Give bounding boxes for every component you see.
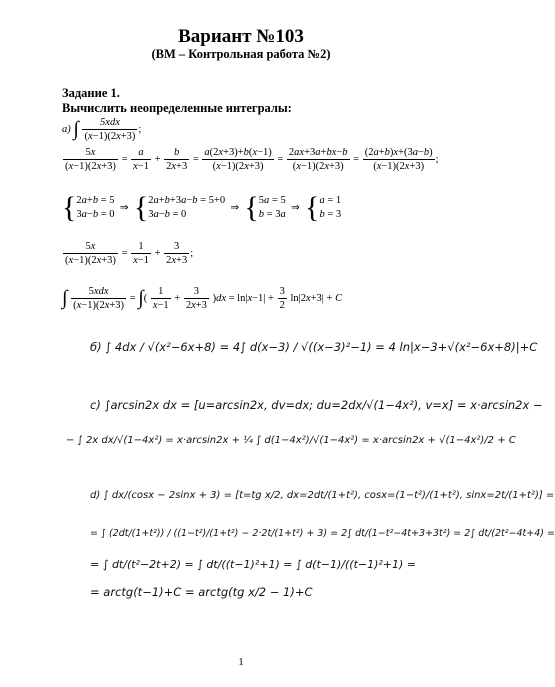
handwritten-d-line3: = ∫ dt/(t²−2t+2) = ∫ dt/((t−1)²+1) = ∫ d(t−1)/((t−1)²+1) = (90, 558, 417, 571)
task-heading: Задание 1. (62, 86, 120, 100)
page-title: Вариант №103 (178, 26, 304, 47)
system-of-equations: { 2a+b = 5 3a−b = 0 ⇒ { 2a+b+3a−b = 5+0 3a−b = 0 ⇒ { 5a = 5 b = 3a ⇒ { a = 1 b = 3 (62, 191, 342, 224)
integral-a-answer: ∫ $\frac{\text{5xdx}}{(x-1)(2x+3)}$ = ∫( $\frac{1}{x-1}$ + $\frac{3}{2x+3}$ )dx = ln|x−1| + $\frac{3}{2}$ ln|2x+3| + C (62, 286, 343, 311)
handwritten-c-line2: − ∫ 2x dx/√(1−4x²) = x·arcsin2x + ¼ ∫ d(1−4x²)/√(1−4x²) = x·arcsin2x + √(1−4x²)/2 + C (66, 435, 516, 446)
handwritten-b: б) ∫ 4dx / √(x²−6x+8) = 4∫ d(x−3) / √((x−3)²−1) = 4 ln|x−3+√(x²−6x+8)|+C (90, 340, 538, 354)
partial-fractions-line: $\frac{5x}{(x-1)(2x+3)}$ = $\frac{a}{x-1}$ + $\frac{b}{2x+3}$ = $\frac{a(2x+3)+b(x-1)}{(x-1)(2x+3)}$ = $\frac{2ax+3a+bx-b}{(x-1)(2x+3)}$ = $\frac{(2a+b)x+(3a-b)}{(x-1)(2x+3)}$ ; (65, 147, 439, 172)
integral-a-statement: а) ∫ $\frac{\text{5xdx}}{(x-1)(2x+3)}$ ; (62, 117, 142, 142)
task-instruction: Вычислить неопределенные интегралы: (62, 101, 292, 115)
handwritten-c-line1: с) ∫arcsin2x dx = [u=arcsin2x, dv=dx; du=2dx/√(1−4x²), v=x] = x·arcsin2x − (90, 398, 543, 412)
page-subtitle: (ВМ – Контрольная работа №2) (151, 47, 331, 61)
handwritten-d-line1: d) ∫ dx/(cosx − 2sinx + 3) = [t=tg x/2, dx=2dt/(1+t²), cosx=(1−t²)/(1+t²), sinx=2t/(1+t²)] = (90, 490, 555, 501)
decomposition-result: $\frac{5x}{(x-1)(2x+3)}$ = $\frac{1}{x-1}$ + $\frac{3}{2x+3}$ ; (65, 241, 194, 266)
page-number: 1 (238, 656, 244, 668)
part-a-label: а) (62, 123, 71, 135)
handwritten-d-line4: = arctg(t−1)+C = arctg(tg x/2 − 1)+C (90, 585, 313, 599)
handwritten-d-line2: = ∫ (2dt/(1+t²)) / ((1−t²)/(1+t²) − 2·2t/(1+t²) + 3) = 2∫ dt/(1−t²−4t+3+3t²) = 2∫ dt/(2t²−4t+4) = (90, 528, 555, 539)
